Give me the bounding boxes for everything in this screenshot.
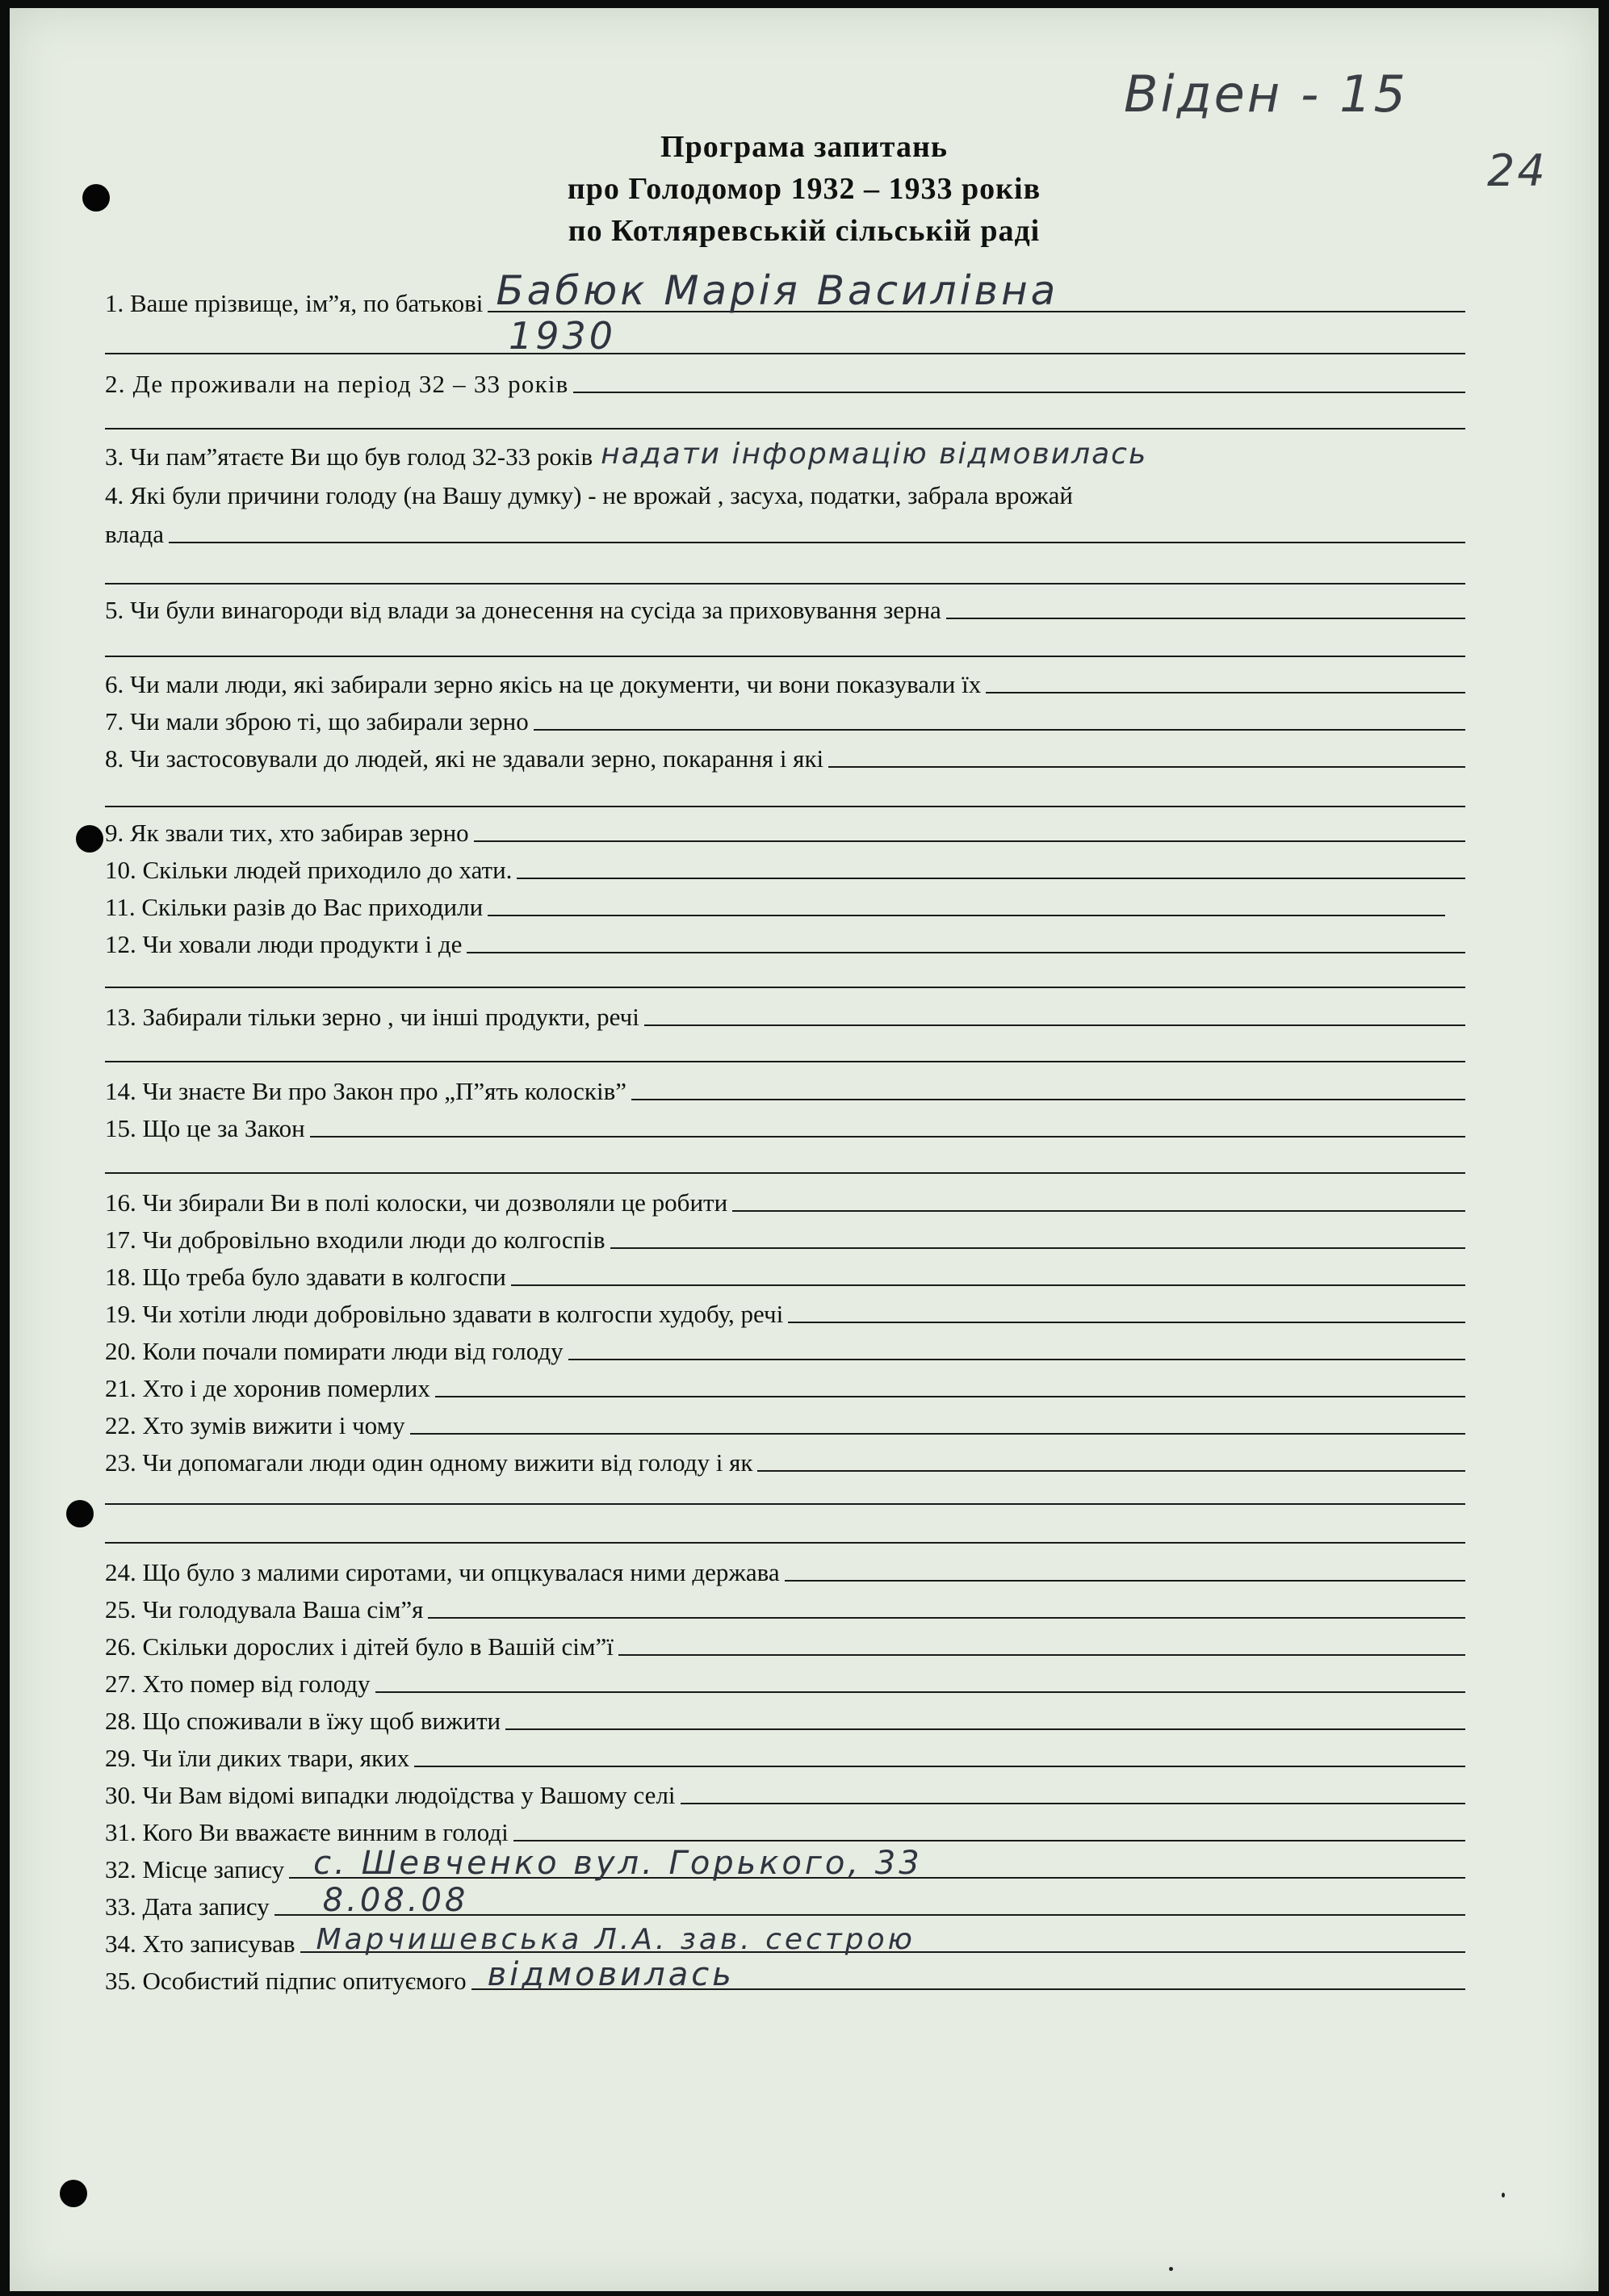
answer-line (785, 1580, 1465, 1582)
question-8: 8. Чи застосовували до людей, які не здавали зерно, покарання і які (105, 738, 1465, 773)
punch-hole (66, 1500, 94, 1527)
answer-line (375, 1691, 1465, 1693)
answer-line (410, 1433, 1465, 1435)
blank-answer-line (105, 806, 1465, 807)
question-23: 23. Чи допомагали люди один одному вижити від голоду і як (105, 1442, 1465, 1477)
question-24: 24. Що було з малими сиротами, чи опцкувалася ними держава (105, 1552, 1465, 1587)
question-30: 30. Чи Вам відомі випадки людоїдства у Вашому селі (105, 1774, 1465, 1810)
blank-answer-line (105, 1061, 1465, 1062)
question-1-continued (105, 314, 1465, 360)
question-13: 13. Забирали тільки зерно , чи інші продукти, речі (105, 996, 1465, 1032)
question-5: 5. Чи були винагороди від влади за донесення на сусіда за приховування зерна (105, 589, 1465, 625)
answer-line (474, 840, 1465, 842)
question-4-continued: влада (105, 513, 1465, 549)
answer-line (828, 766, 1465, 768)
question-9: 9. Як звали тих, хто забирав зерно (105, 812, 1465, 848)
question-18: 18. Що треба було здавати в колгоспи (105, 1256, 1465, 1292)
form-subtitle-council: по Котляревській сільській раді (568, 214, 1041, 248)
handwritten-answer-date: 8.08.08 (322, 1882, 469, 1919)
answer-line (681, 1803, 1465, 1804)
answer-line (511, 1284, 1465, 1286)
answer-line (986, 692, 1465, 693)
question-31: 31. Кого Ви вважаєте винним в голоді (105, 1812, 1465, 1847)
answer-line (505, 1728, 1465, 1730)
question-20: 20. Коли почали помирати люди від голоду (105, 1330, 1465, 1366)
blank-answer-line (105, 583, 1465, 584)
answer-line (428, 1617, 1465, 1619)
answer-line (169, 542, 1465, 543)
blank-answer-line (105, 1542, 1465, 1544)
form-title: Програма запитань (660, 130, 948, 164)
blank-answer-line (105, 428, 1465, 429)
question-4: 4. Які були причини голоду (на Вашу думку) - не врожай , засуха, податки, забрала врожай (105, 481, 1074, 509)
question-11: 11. Скільки разів до Вас приходили (105, 886, 1445, 922)
answer-line (467, 952, 1465, 953)
question-12: 12. Чи ховали люди продукти і де (105, 924, 1465, 959)
form-subtitle: про Голодомор 1932 – 1933 років (567, 172, 1041, 206)
answer-line (513, 1840, 1465, 1841)
question-33: 33. Дата запису 8.08.08 (105, 1886, 1465, 1921)
question-16: 16. Чи збирали Ви в полі колоски, чи дозволяли це робити (105, 1182, 1465, 1217)
question-7: 7. Чи мали зброю ті, що забирали зерно (105, 701, 1465, 736)
answer-line (618, 1654, 1465, 1656)
answer-line (946, 618, 1465, 619)
document-page (10, 8, 1599, 2291)
answer-line (788, 1322, 1465, 1323)
answer-line (310, 1136, 1465, 1138)
question-27: 27. Хто помер від голоду (105, 1663, 1465, 1699)
ink-speck (1169, 2267, 1173, 2271)
question-15: 15. Що це за Закон (105, 1108, 1465, 1143)
question-22: 22. Хто зумів вижити і чому (105, 1405, 1465, 1440)
blank-answer-line (105, 1172, 1465, 1174)
handwritten-answer-name: Бабюк Марія Василівна (496, 267, 1059, 314)
answer-line (610, 1247, 1465, 1249)
question-19: 19. Чи хотіли люди добровільно здавати в колгоспи худобу, речі (105, 1293, 1465, 1329)
handwritten-archive-note: Віден - 15 (1124, 65, 1408, 124)
answer-line (757, 1470, 1465, 1472)
punch-hole (60, 2180, 87, 2207)
blank-answer-line (105, 656, 1465, 657)
answer-line (471, 1956, 1465, 1993)
ink-speck (1502, 2193, 1505, 2198)
blank-answer-line (105, 1503, 1465, 1505)
answer-line (534, 729, 1465, 731)
question-29: 29. Чи їли диких твари, яких (105, 1737, 1465, 1773)
question-2: 2. Де проживали на період 32 – 33 років (105, 363, 1465, 399)
handwritten-answer-signature: відмовилась (487, 1956, 735, 1993)
handwritten-answer-year: 1930 (509, 314, 617, 358)
answer-line (414, 1766, 1465, 1767)
question-25: 25. Чи голодувала Ваша сім”я (105, 1589, 1465, 1624)
handwritten-page-number: 24 (1487, 145, 1548, 196)
answer-line (631, 1099, 1465, 1100)
question-28: 28. Що споживали в їжу щоб вижити (105, 1700, 1465, 1736)
question-6: 6. Чи мали люди, які забирали зерно якісь на це документи, чи вони показували їх (105, 664, 1465, 699)
question-17: 17. Чи добровільно входили люди до колгоспів (105, 1219, 1465, 1255)
answer-line (105, 314, 1465, 358)
handwritten-answer-recorder: Марчишевська Л.А. зав. сестрою (316, 1923, 916, 1956)
answer-line (435, 1396, 1465, 1397)
handwritten-answer-refused: надати інформацію відмовилась (601, 438, 1148, 471)
question-10: 10. Скільки людей приходило до хати. (105, 849, 1465, 885)
answer-line (732, 1210, 1465, 1212)
question-3: 3. Чи пам”ятаєте Ви що був голод 32-33 років надати інформацію відмовилась (105, 438, 1148, 471)
question-34: 34. Хто записував Марчишевська Л.А. зав. сестрою (105, 1923, 1465, 1959)
question-21: 21. Хто і де хоронив померлих (105, 1368, 1465, 1403)
question-14: 14. Чи знаєте Ви про Закон про „П”ять колосків” (105, 1070, 1465, 1106)
blank-answer-line (105, 987, 1465, 988)
punch-hole (76, 825, 103, 853)
answer-line (573, 392, 1465, 393)
question-32: 32. Місце запису с. Шевченко вул. Горького, 33 (105, 1849, 1465, 1884)
question-1: 1. Ваше прізвище, ім”я, по батькові Бабюк Марія Василівна (105, 283, 1465, 318)
question-26: 26. Скільки дорослих і дітей було в Вашій сім”ї (105, 1626, 1465, 1661)
answer-line (488, 915, 1445, 916)
question-35: 35. Особистий підпис опитуємого відмовилась (105, 1960, 1465, 1996)
answer-line (644, 1024, 1465, 1026)
answer-line (517, 878, 1465, 879)
answer-line (568, 1359, 1465, 1360)
handwritten-answer-place: с. Шевченко вул. Горького, 33 (313, 1845, 923, 1882)
